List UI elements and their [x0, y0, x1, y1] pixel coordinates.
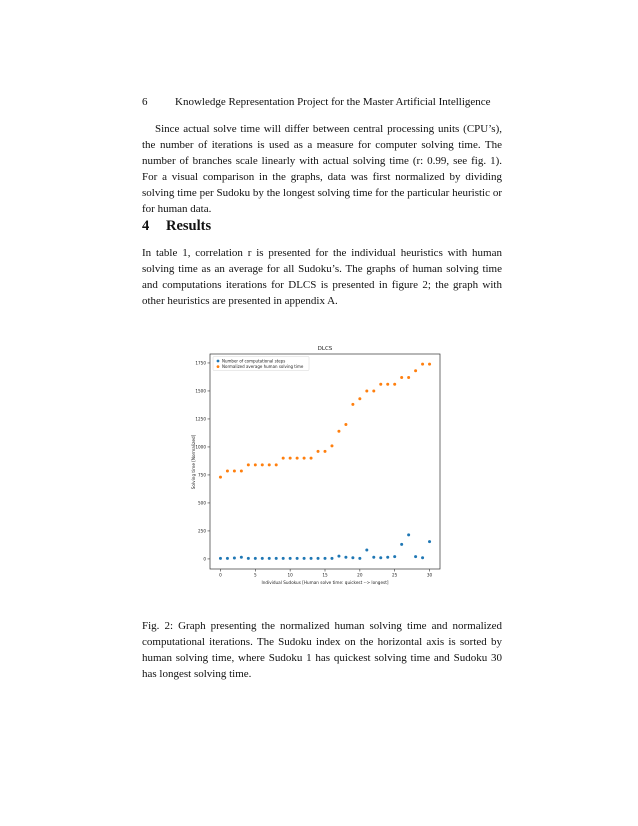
y-tick-label: 1000 [195, 444, 206, 450]
legend-entry-computational: Number of computational steps [222, 358, 286, 364]
x-tick-label: 25 [392, 572, 398, 578]
human-time-point [330, 444, 333, 447]
computational-step-point [226, 557, 229, 560]
computational-step-point [240, 556, 243, 559]
plot-frame [210, 354, 440, 569]
legend-entry-human: Normalized average human solving time [222, 364, 304, 370]
computational-step-point [358, 557, 361, 560]
human-time-point [358, 397, 361, 400]
running-header [142, 96, 502, 108]
y-tick-label: 250 [198, 528, 206, 534]
x-tick-label: 0 [219, 572, 222, 578]
computational-step-point [310, 557, 313, 560]
human-time-point [351, 403, 354, 406]
legend-marker [217, 365, 220, 368]
computational-step-point [261, 557, 264, 560]
running-title: Knowledge Representation Project for the Master Artificial Intelligence [175, 96, 491, 108]
y-tick-label: 0 [203, 556, 206, 562]
human-time-point [296, 457, 299, 460]
y-tick-label: 750 [198, 472, 206, 478]
human-time-point [428, 363, 431, 366]
section-title: Results [166, 218, 212, 234]
computational-step-point [247, 557, 250, 560]
section-number: 4 [142, 218, 150, 234]
human-time-point [324, 450, 327, 453]
computational-step-point [428, 540, 431, 543]
page-number: 6 [142, 96, 148, 108]
computational-step-point [344, 556, 347, 559]
dlcs-scatter-chart [180, 340, 450, 590]
computational-step-point [414, 555, 417, 558]
human-time-point [289, 457, 292, 460]
computational-step-point [303, 557, 306, 560]
computational-step-point [296, 557, 299, 560]
paragraph-results: In table 1, correlation r is presented for the individual heuristics with human solving time as an average for all Sudoku’s. The graphs of human solving time and computations iterations for DLCS is presented in figure 2; the graph with other heuristics are presented in appendix A. [142, 247, 502, 307]
human-time-point [379, 383, 382, 386]
human-time-point [233, 470, 236, 473]
computational-step-point [372, 556, 375, 559]
computational-step-point [393, 555, 396, 558]
computational-step-point [330, 557, 333, 560]
y-tick-label: 1750 [195, 360, 206, 366]
computational-step-point [317, 557, 320, 560]
human-time-point [268, 463, 271, 466]
x-tick-label: 10 [287, 572, 293, 578]
y-tick-label: 1250 [195, 416, 206, 422]
human-time-point [275, 463, 278, 466]
human-time-point [317, 450, 320, 453]
y-tick-label: 500 [198, 500, 206, 506]
legend [213, 357, 309, 371]
computational-step-point [268, 557, 271, 560]
human-time-point [386, 383, 389, 386]
computational-step-point [421, 556, 424, 559]
human-time-point [303, 457, 306, 460]
x-axis-label: Individual Sudokus [Human solve time: quickest --> longest] [261, 580, 389, 585]
computational-step-point [379, 556, 382, 559]
human-time-point [344, 423, 347, 426]
chart-title: DLCS [317, 346, 333, 352]
y-axis [195, 361, 210, 562]
computational-step-point [365, 548, 368, 551]
human-time-point [337, 430, 340, 433]
computational-step-point [219, 557, 222, 560]
computational-step-point [407, 533, 410, 536]
computational-step-point [275, 557, 278, 560]
x-axis [219, 569, 432, 578]
computational-step-point [324, 557, 327, 560]
human-time-point [254, 463, 257, 466]
human-time-point [219, 476, 222, 479]
computational-step-point [337, 555, 340, 558]
paragraph-methods: Since actual solve time will differ between central processing units (CPU’s), the number of iterations is used as a measure for computer solving time. The number of branches scale linearly with actual solving time (r: 0.99, see fig. 1). For a visual comparison in the graphs, data was first normalized by dividing solving time per Sudoku by the longest solving time for the particular heuristic or for human data. [142, 123, 502, 215]
x-tick-label: 5 [253, 572, 257, 578]
human-time-point [414, 369, 417, 372]
computational-step-point [233, 557, 236, 560]
data-points [219, 363, 431, 560]
section-heading [142, 218, 211, 235]
human-time-point [310, 457, 313, 460]
computational-step-point [351, 556, 354, 559]
human-time-point [365, 389, 368, 392]
x-tick-label: 20 [357, 572, 363, 578]
computational-step-point [400, 543, 403, 546]
computational-step-point [289, 557, 292, 560]
y-tick-label: 1500 [195, 388, 206, 394]
computational-step-point [282, 557, 285, 560]
computational-step-point [386, 556, 389, 559]
human-time-point [407, 376, 410, 379]
computational-step-point [254, 557, 257, 560]
human-time-point [400, 376, 403, 379]
human-time-point [372, 389, 375, 392]
x-tick-label: 30 [426, 572, 433, 578]
human-time-point [261, 463, 264, 466]
human-time-point [240, 470, 243, 473]
human-time-point [421, 363, 424, 366]
human-time-point [393, 383, 396, 386]
human-time-point [247, 463, 250, 466]
x-tick-label: 15 [322, 572, 328, 578]
y-axis-label: Solving time [Normalized] [191, 434, 196, 490]
legend-marker [217, 360, 220, 363]
human-time-point [226, 470, 229, 473]
figure-caption: Fig. 2: Graph presenting the normalized human solving time and normalized computational iterations. The Sudoku index on the horizontal axis is sorted by human solving time, where Sudoku 1 has quickest solving time and Sudoku 30 has longest solving time. [142, 620, 502, 680]
human-time-point [282, 457, 285, 460]
